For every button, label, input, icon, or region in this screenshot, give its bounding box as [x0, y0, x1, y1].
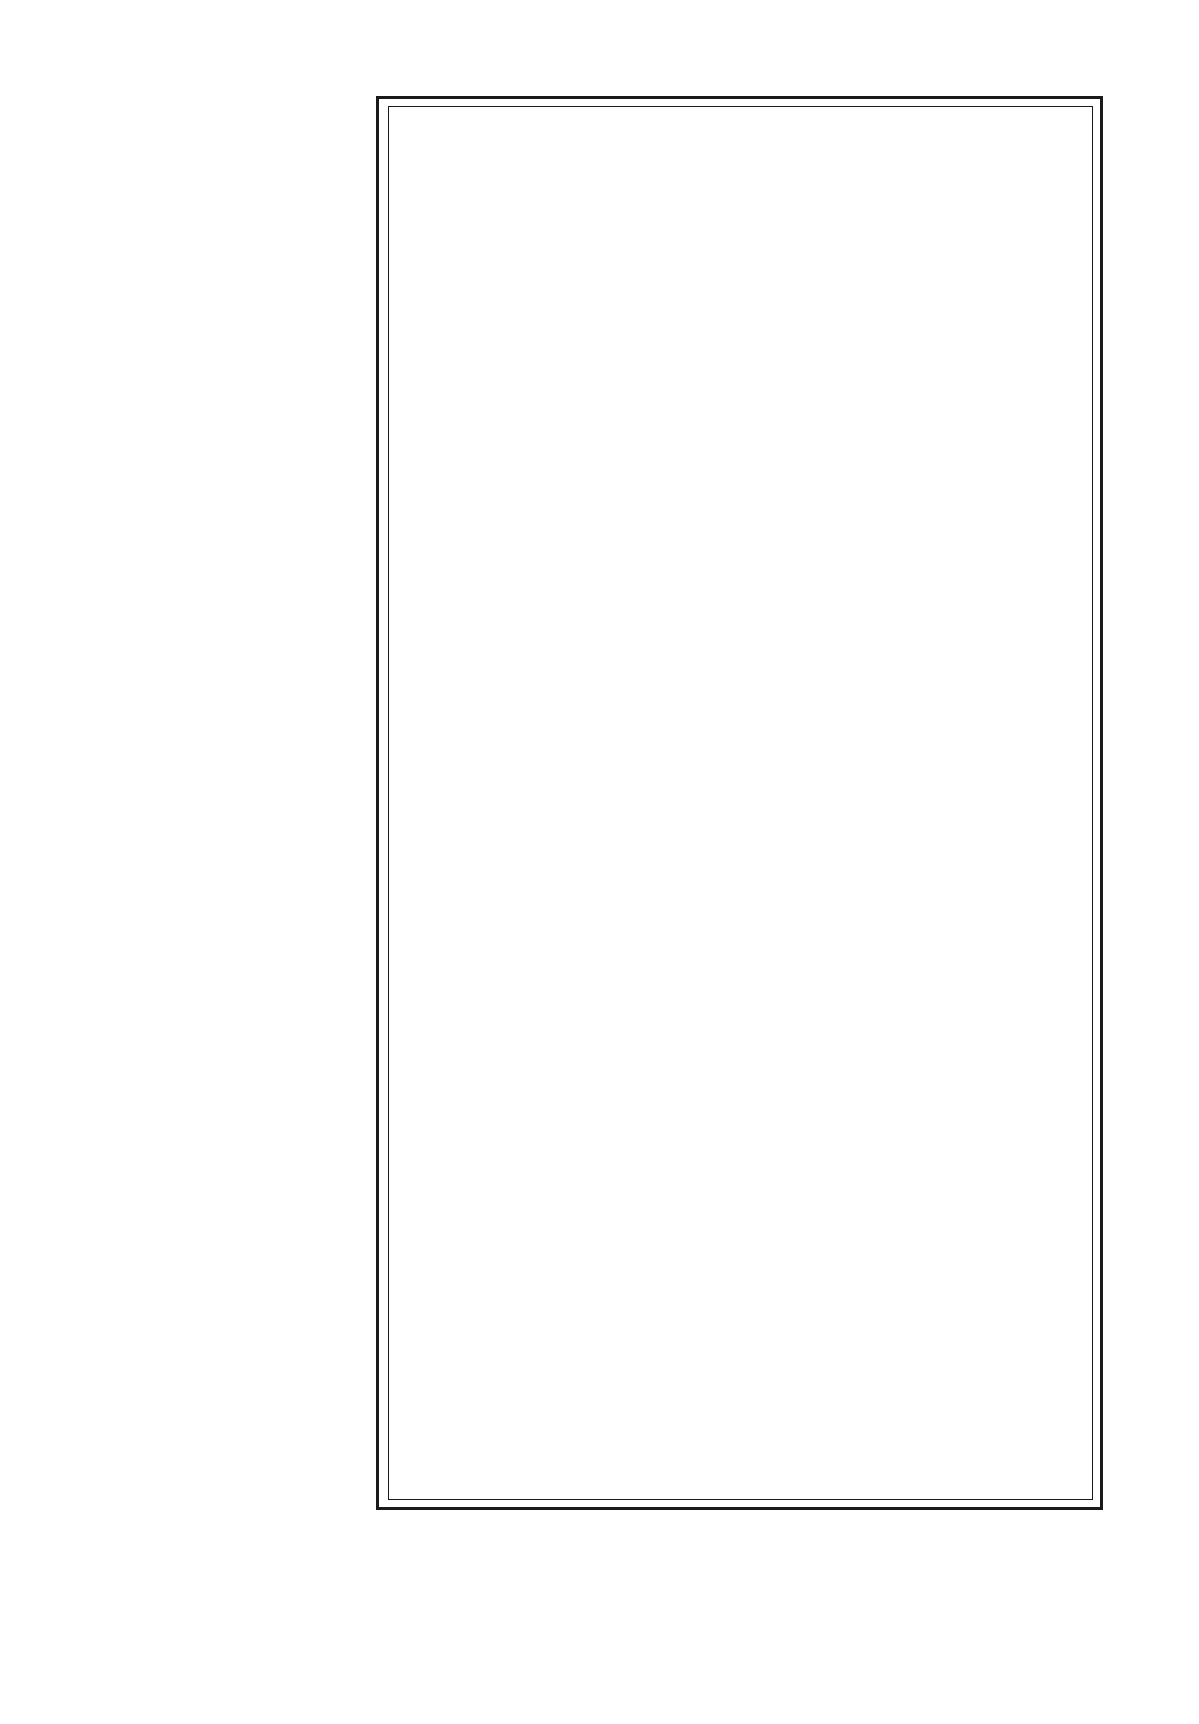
main-commentary-text — [395, 107, 1086, 1499]
main-text-frame — [376, 96, 1103, 1510]
page-number — [420, 58, 520, 94]
